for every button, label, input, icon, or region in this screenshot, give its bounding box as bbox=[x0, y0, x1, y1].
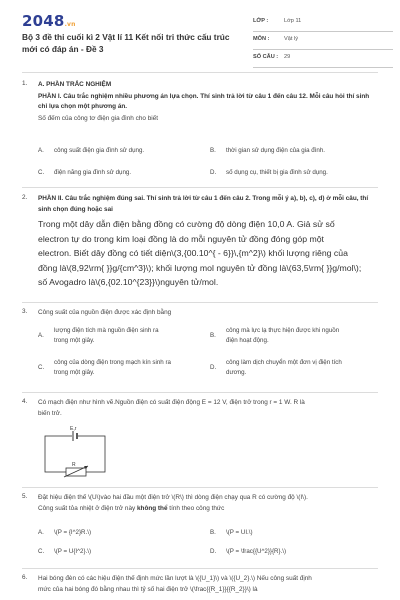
meta-label: SỐ CÂU : bbox=[253, 54, 279, 60]
logo-sub: .vn bbox=[64, 21, 76, 28]
question-body bbox=[38, 493, 378, 514]
question-number: 3. bbox=[22, 308, 28, 315]
resistor-label: R bbox=[72, 462, 76, 468]
part-instruction: PHẦN I. Câu trắc nghiệm nhiều phương án lựa chọn. Thí sinh trả lời từ câu 1 đến câu 12. Mỗi câu hỏi thí sinh chỉ lựa chọn một phương án. bbox=[38, 92, 370, 110]
page-title: Bộ 3 đề thi cuối kì 2 Vật lí 11 Kết nối tri thức cấu trúc mới có đáp án - Đề 3 bbox=[22, 32, 230, 54]
question-text-line: Hai bóng đèn có các hiệu điện thế định mức lần lượt là \({U_1}\) và \({U_2}.\) Nếu công suất định bbox=[38, 575, 312, 582]
option-letter: B. bbox=[210, 332, 216, 339]
question-stem: Số đếm của công tơ điện gia đình cho biết bbox=[38, 114, 159, 122]
option-text: điện năng gia đình sử dụng. bbox=[54, 169, 132, 176]
option-text-line: công của dòng điện trong mạch kín sinh ra bbox=[54, 359, 171, 366]
option-letter: B. bbox=[210, 529, 216, 536]
option-text: \(P = \frac{{U^2}}{R}.\) bbox=[226, 548, 287, 555]
site-logo[interactable] bbox=[22, 12, 76, 30]
meta-value: Vật lý bbox=[284, 36, 298, 42]
meta-row-count bbox=[253, 50, 393, 68]
question-text-line: Đặt hiệu điện thế \(U\)vào hai đầu một điện trở \(R\) thì dòng điện chạy qua R có cường độ \(I\). bbox=[38, 494, 308, 501]
option-text: thời gian sử dụng điện của gia đình. bbox=[226, 147, 326, 154]
option-text-line: điện hoạt động. bbox=[226, 337, 269, 344]
question-text-line: Có mạch điện như hình vẽ.Nguồn điện có suất điện động E = 12 V, điện trở trong r = 1 W. R là bbox=[38, 399, 305, 406]
divider bbox=[22, 302, 378, 303]
text-line: đồng là\(8,92\rm{ }}g/{cm^3}\); khối lượng mol nguyên tử đồng là\(63,5\rm{ }}g/mol\); bbox=[38, 262, 362, 273]
question-text bbox=[38, 217, 378, 290]
question-3 bbox=[22, 308, 390, 388]
question-number: 1. bbox=[22, 80, 28, 87]
question-number: 5. bbox=[22, 493, 28, 500]
option-letter: C. bbox=[38, 169, 45, 176]
meta-value: 29 bbox=[284, 54, 291, 60]
meta-table bbox=[253, 14, 393, 68]
divider bbox=[22, 392, 378, 393]
option-text bbox=[226, 358, 342, 378]
question-text-line: biến trở. bbox=[38, 409, 62, 417]
question-5 bbox=[22, 493, 390, 565]
option-text bbox=[54, 358, 171, 378]
meta-label: MÔN : bbox=[253, 36, 270, 42]
question-stem: Công suất của nguồn điện được xác định bằng bbox=[38, 309, 172, 316]
option-letter: C. bbox=[38, 364, 45, 371]
text-fragment: tính theo công thức bbox=[167, 504, 225, 512]
header bbox=[0, 0, 400, 64]
meta-row-class bbox=[253, 14, 393, 32]
question-body bbox=[38, 80, 378, 124]
option-text-line: dương. bbox=[226, 369, 247, 376]
text-line: electron. Biết dây đồng có tiết diện\(3,{00.10^{ - 6}}\,{m^2}\) khối lượng riêng của bbox=[38, 248, 348, 259]
question-6 bbox=[22, 574, 390, 600]
question-4 bbox=[22, 398, 390, 488]
option-text-line: trong một giây. bbox=[54, 337, 95, 344]
option-text-line: công làm dịch chuyển một đơn vị điện tích bbox=[226, 359, 342, 366]
text-line: số Avogadro là\(6,{02.10^{23}}\)nguyên tử/mol. bbox=[38, 277, 219, 288]
option-text-line: trong một giây. bbox=[54, 369, 95, 376]
question-1 bbox=[22, 80, 390, 188]
divider bbox=[22, 187, 378, 188]
variable-resistor-symbol bbox=[64, 466, 88, 477]
question-body bbox=[38, 194, 378, 290]
question-number: 4. bbox=[22, 398, 28, 405]
option-text bbox=[226, 326, 339, 346]
question-body bbox=[38, 398, 378, 419]
question-number: 2. bbox=[22, 194, 28, 201]
option-letter: D. bbox=[210, 548, 217, 555]
option-text-line: công mà lực lạ thực hiện được khi nguồn bbox=[226, 327, 340, 334]
option-text: \(P = {I^2}R.\) bbox=[54, 529, 92, 536]
option-text-line: lượng điện tích mà nguồn điện sinh ra bbox=[54, 327, 159, 334]
option-letter: A. bbox=[38, 529, 44, 536]
option-text: \(P = U{I^2}.\) bbox=[54, 548, 92, 555]
emphasis: không thể bbox=[136, 504, 168, 512]
part-instruction: PHẦN II. Câu trắc nghiệm đúng sai. Thí sinh trả lời từ câu 1 đến câu 2. Trong mỗi ý a), b), c), d) ở mỗi câu, thí sinh chọn đúng hoặc sai bbox=[38, 195, 369, 213]
option-text bbox=[54, 326, 159, 346]
logo-main: 2048 bbox=[22, 12, 65, 30]
meta-row-subject bbox=[253, 32, 393, 50]
circuit-diagram bbox=[40, 426, 110, 478]
option-letter: C. bbox=[38, 548, 45, 555]
section-heading: A. PHẦN TRẮC NGHIỆM bbox=[38, 81, 112, 88]
option-letter: D. bbox=[210, 364, 217, 371]
question-number: 6. bbox=[22, 574, 28, 581]
divider bbox=[22, 72, 378, 73]
option-text: công suất điện gia đình sử dụng. bbox=[54, 147, 145, 154]
option-letter: D. bbox=[210, 169, 217, 176]
option-letter: A. bbox=[38, 332, 44, 339]
option-text: \(P = UI.\) bbox=[226, 529, 253, 536]
question-text-line: mức của hai bóng đó bằng nhau thì tỷ số hai điện trở \(\frac{{R_1}}{{R_2}}\) là bbox=[38, 585, 258, 593]
source-label: E,r bbox=[70, 426, 77, 432]
divider bbox=[22, 487, 378, 488]
question-text-line bbox=[38, 504, 378, 515]
meta-value: Lớp 11 bbox=[284, 18, 302, 24]
option-letter: B. bbox=[210, 147, 216, 154]
question-body bbox=[38, 574, 378, 595]
text-fragment: Công suất tỏa nhiệt ở điện trở này bbox=[38, 504, 137, 512]
text-line: electron tự do trong kim loại đồng là do mỗi nguyên tử đồng đóng góp một bbox=[38, 233, 324, 244]
divider bbox=[22, 568, 378, 569]
option-letter: A. bbox=[38, 147, 44, 154]
option-text: số dụng cụ, thiết bị gia đình sử dụng. bbox=[226, 169, 328, 176]
question-2 bbox=[22, 194, 390, 294]
meta-label: LỚP : bbox=[253, 18, 269, 24]
text-line: Trong một dây dẫn điện bằng đồng có cường độ dòng điện 10,0 A. Giả sử số bbox=[38, 219, 335, 229]
